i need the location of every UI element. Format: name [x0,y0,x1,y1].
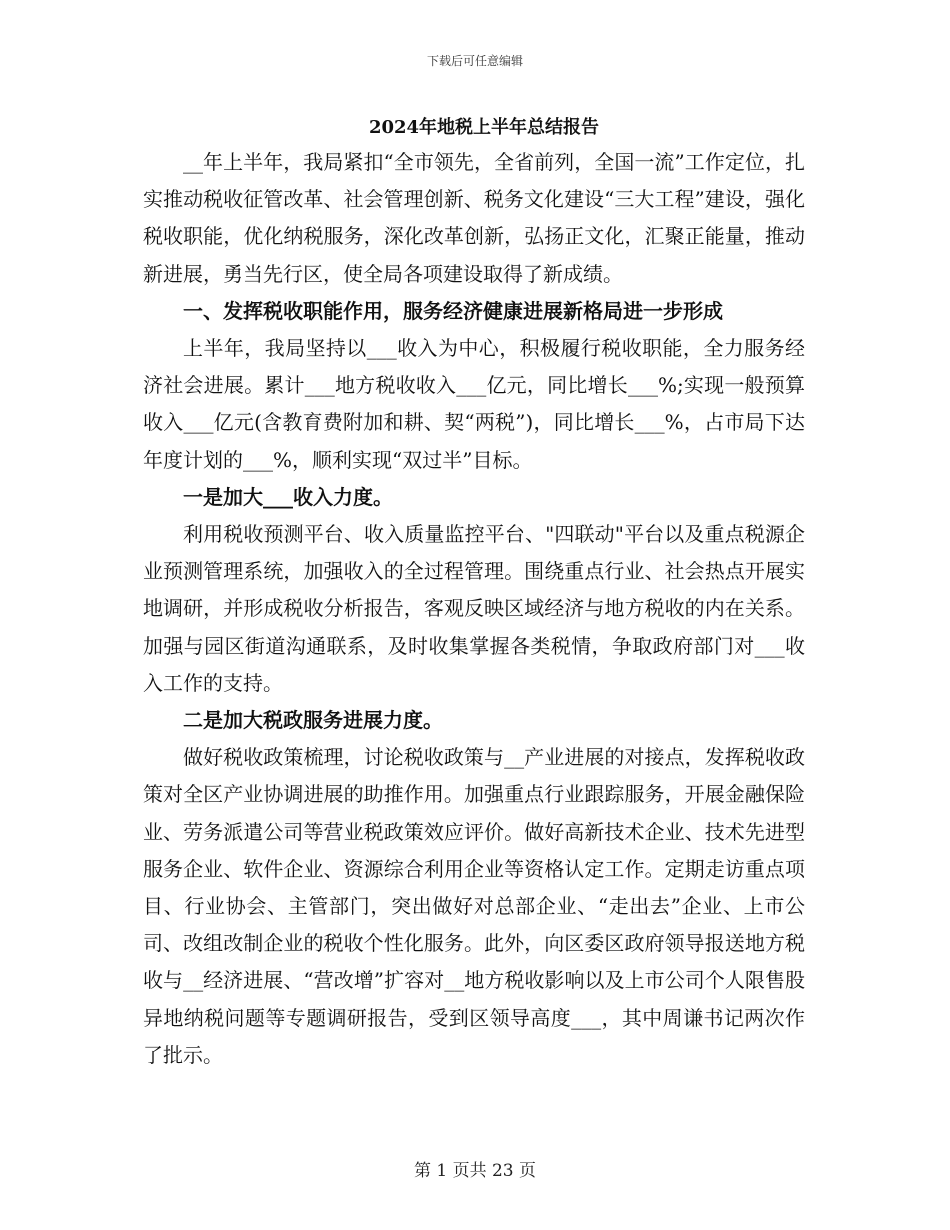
subsection-paragraph: 做好税收政策梳理，讨论税收政策与__产业进展的对接点，发挥税收政策对全区产业协调进展的助推作用。加强重点行业跟踪服务，开展金融保险业、劳务派遣公司等营业税政策效应评价。做好高新技术企业、技术先进型服务企业、软件企业、资源综合利用企业等资格认定工作。定期走访重点项目、行业协会、主管部门，突出做好对总部企业、“走出去”企业、上市公司、改组改制企业的税收个性化服务。此外，向区委区政府领导报送地方税收与__经济进展、“营改增”扩容对__地方税收影响以及上市公司个人限售股异地纳税问题等专题调研报告，受到区领导高度___，其中周谦书记两次作了批示。 [143,745,805,1067]
document-title: 2024年地税上半年总结报告 [368,117,600,138]
section-paragraph: 上半年，我局坚持以___收入为中心，积极履行税收职能，全力服务经济社会进展。累计___地方税收收入___亿元，同比增长___%;实现一般预算收入___亿元(含教育费附加和耕、契“两税”)，同比增长___%，占市局下达年度计划的___%，顺利实现“双过半”目标。 [143,336,805,472]
section-heading: 一、发挥税收职能作用，服务经济健康进展新格局进一步形成 [183,298,723,323]
page-number: 第 1 页共 23 页 [413,1161,537,1181]
subsection-heading: 一是加大___收入力度。 [183,484,393,509]
document-body [143,112,805,1074]
subsection-paragraph: 利用税收预测平台、收入质量监控平台、"四联动"平台以及重点税源企业预测管理系统，加强收入的全过程管理。围绕重点行业、社会热点开展实地调研，并形成税收分析报告，客观反映区域经济与地方税收的内在关系。加强与园区街道沟通联系，及时收集掌握各类税情，争取政府部门对___收入工作的支持。 [143,522,805,695]
intro-paragraph: __年上半年，我局紧扣“全市领先，全省前列，全国一流”工作定位，扎实推动税收征管改革、社会管理创新、税务文化建设“三大工程”建设，强化税收职能，优化纳税服务，深化改革创新，弘扬正文化，汇聚正能量，推动新进展，勇当先行区，使全局各项建设取得了新成绩。 [143,150,805,286]
subsection-heading: 二是加大税政服务进展力度。 [183,708,443,733]
header-note: 下载后可任意编辑 [426,54,523,68]
